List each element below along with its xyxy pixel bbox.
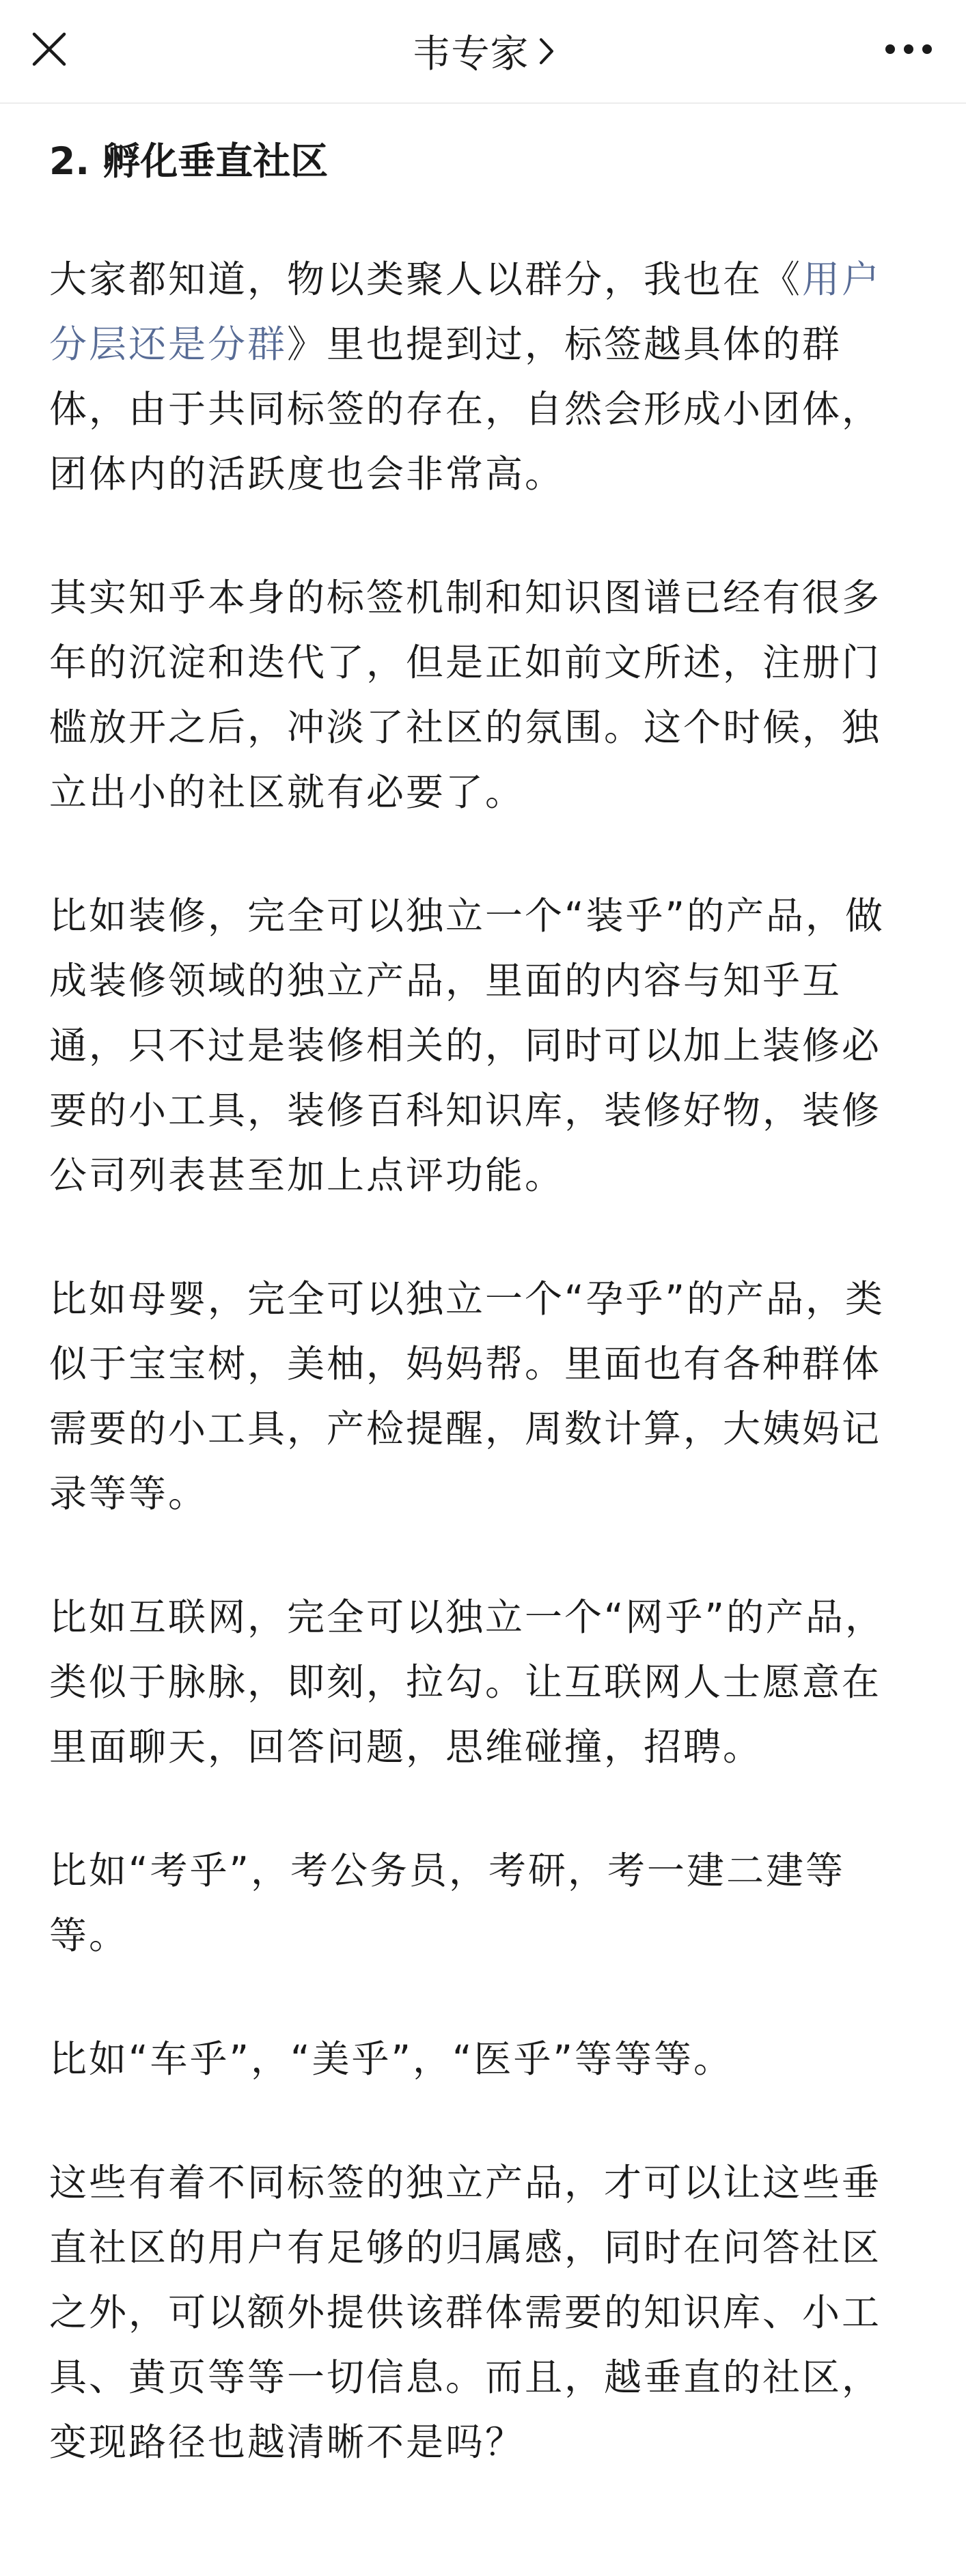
more-horizontal-icon (885, 44, 933, 55)
more-button[interactable] (876, 25, 941, 74)
paragraph-4: 比如母婴，完全可以独立一个“孕乎”的产品，类似于宝宝树，美柚，妈妈帮。里面也有各种群体需要的小工具，产检提醒，周数计算，大姨妈记录等等。 (49, 1277, 885, 1515)
section-heading: 2. 孵化垂直社区 (49, 139, 329, 183)
article-link[interactable]: 用户分层还是分群 (49, 257, 882, 366)
paragraph-5: 比如互联网，完全可以独立一个“网乎”的产品，类似于脉脉，即刻，拉勾。让互联网人士愿意在里面聊天，回答问题，思维碰撞，招聘。 (49, 1595, 885, 1769)
account-name: 韦专家 (412, 32, 529, 76)
paragraph-7: 比如“车乎”，“美乎”，“医乎”等等等。 (49, 2037, 733, 2081)
paragraph-3: 比如装修，完全可以独立一个“装乎”的产品，做成装修领域的独立产品，里面的内容与知乎互通，只不过是装修相关的，同时可以加上装修必要的小工具，装修百科知识库，装修好物，装修公司列表甚至加上点评功能。 (49, 894, 885, 1197)
paragraph-2: 其实知乎本身的标签机制和知识图谱已经有很多年的沉淀和迭代了，但是正如前文所述，注册门槛放开之后，冲淡了社区的氛围。这个时候，独立出小的社区就有必要了。 (49, 576, 882, 814)
paragraph-6: 比如“考乎”，考公务员，考研，考一建二建等等。 (49, 1849, 845, 1957)
paragraph-1 (49, 247, 917, 507)
nav-bar (0, 0, 966, 104)
paragraph-1-text-after: 》里也提到过，标签越具体的群体，由于共同标签的存在，自然会形成小团体，团体内的活跃度也会非常高。 (49, 322, 882, 496)
account-title-button[interactable] (0, 20, 966, 82)
paragraph-1-text-before: 大家都知道，物以类聚人以群分，我也在《 (49, 257, 803, 301)
chevron-right-icon (539, 38, 554, 65)
paragraph-8: 这些有着不同标签的独立产品，才可以让这些垂直社区的用户有足够的归属感，同时在问答社区之外，可以额外提供该群体需要的知识库、小工具、黄页等等一切信息。而且，越垂直的社区，变现路径也越清晰不是吗？ (49, 2161, 882, 2464)
article-body (49, 104, 917, 2475)
